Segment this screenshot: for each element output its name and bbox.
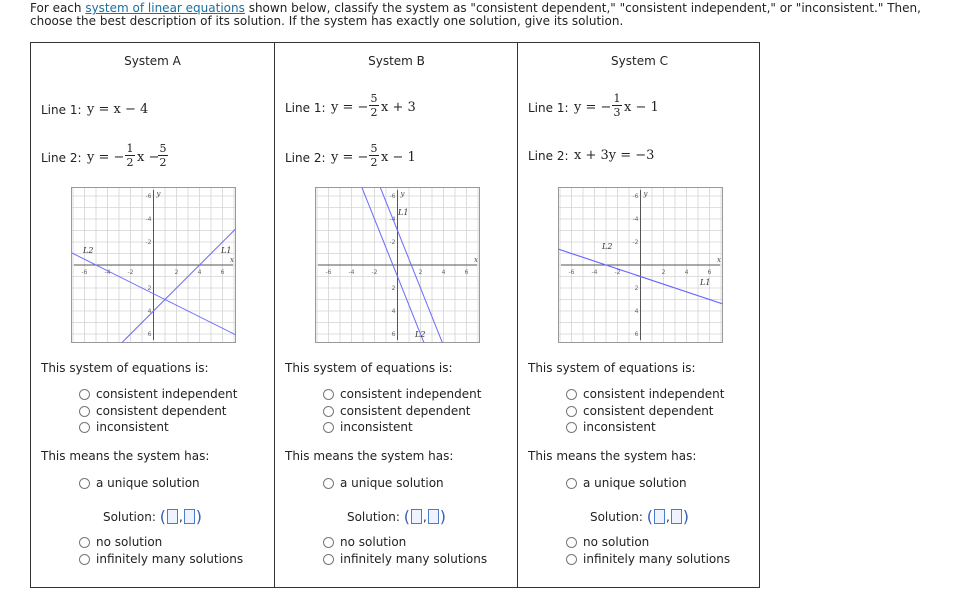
system-a-column: System A Line 1: y = x − 4 Line 2: y = − 1 2 x − 5 2 -6 6 -4 4 -2 2 2 -2 4 -4 6 -6 x y L2 L1 This system of equations is: consistent independent consistent dependent inconsistent This means the system has: a unique solution Solution: ( , ) no solution infinitely many solutions bbox=[31, 43, 274, 587]
y-tick-label: -4 bbox=[632, 216, 639, 223]
x-tick-label: 6 bbox=[220, 269, 225, 276]
y-tick-label: 6 bbox=[634, 331, 639, 338]
radio-button[interactable] bbox=[566, 554, 577, 565]
solution-x-input[interactable] bbox=[654, 509, 665, 524]
radio-button[interactable] bbox=[323, 422, 334, 433]
line-label: L1 bbox=[398, 208, 409, 217]
solution-y-input[interactable] bbox=[671, 509, 682, 524]
system-title: System C bbox=[611, 54, 668, 68]
x-axis-symbol: x bbox=[230, 256, 234, 264]
y-tick-label: 4 bbox=[391, 308, 396, 315]
radio-button[interactable] bbox=[566, 478, 577, 489]
classify-prompt: This system of equations is: bbox=[528, 361, 696, 375]
radio-button[interactable] bbox=[566, 389, 577, 400]
radio-button[interactable] bbox=[323, 478, 334, 489]
glossary-link[interactable]: system of linear equations bbox=[85, 1, 245, 15]
x-tick-label: 4 bbox=[441, 269, 446, 276]
system-title: System B bbox=[368, 54, 425, 68]
radio-button[interactable] bbox=[323, 537, 334, 548]
x-tick-label: 4 bbox=[684, 269, 689, 276]
y-tick-label: -6 bbox=[145, 193, 152, 200]
y-tick-label: -2 bbox=[145, 239, 152, 246]
system-c-column: System C Line 1: y = − 1 3 x − 1 Line 2: x + 3y = −3 -6 6 -4 4 -2 2 2 -2 4 -4 6 -6 x y L2 L1 This system of equations is: consistent independent consistent dependent inconsistent This means the system has: a unique solution Solution: ( , ) no solution infinitely many solutions bbox=[517, 43, 761, 587]
x-tick-label: -6 bbox=[81, 269, 88, 276]
means-prompt: This means the system has: bbox=[528, 449, 697, 463]
x-tick-label: -2 bbox=[127, 269, 134, 276]
x-tick-label: -2 bbox=[371, 269, 378, 276]
solution-row: Solution: ( , ) bbox=[346, 507, 447, 526]
x-tick-label: 4 bbox=[197, 269, 202, 276]
x-tick-label: 2 bbox=[661, 269, 666, 276]
x-tick-label: -4 bbox=[591, 269, 598, 276]
x-tick-label: -6 bbox=[325, 269, 332, 276]
y-tick-label: -6 bbox=[632, 193, 639, 200]
y-tick-label: 4 bbox=[147, 308, 152, 315]
y-tick-label: 4 bbox=[634, 308, 639, 315]
radio-button[interactable] bbox=[323, 389, 334, 400]
instructions: For each system of linear equations shown below, classify the system as "consistent dependent," "consistent independent," or "inconsistent." Then, choose the best description of its solution. If the system has exactly one solution, give its solution. bbox=[30, 1, 921, 28]
radio-button[interactable] bbox=[79, 554, 90, 565]
solution-x-input[interactable] bbox=[411, 509, 422, 524]
radio-button[interactable] bbox=[79, 422, 90, 433]
x-tick-label: 2 bbox=[418, 269, 423, 276]
y-axis-symbol: y bbox=[156, 190, 161, 198]
system-title: System A bbox=[124, 54, 181, 68]
radio-button[interactable] bbox=[79, 389, 90, 400]
radio-button[interactable] bbox=[566, 537, 577, 548]
systems-table bbox=[30, 42, 760, 588]
x-tick-label: 2 bbox=[174, 269, 179, 276]
y-axis-symbol: y bbox=[643, 190, 648, 198]
line-label: L1 bbox=[700, 278, 711, 287]
solution-y-input[interactable] bbox=[184, 509, 195, 524]
x-tick-label: 6 bbox=[707, 269, 712, 276]
graph-system-b[interactable] bbox=[315, 187, 480, 343]
y-tick-label: -6 bbox=[389, 193, 396, 200]
system-b-column: System B Line 1: y = − 5 2 x + 3 Line 2: y = − 5 2 x − 1 -6 6 -4 4 -2 2 2 -2 4 -4 6 -6 x y L1 L2 This system of equations is: consistent independent consistent dependent inconsistent This means the system has: a unique solution Solution: ( , ) no solution infinitely many solutions bbox=[274, 43, 518, 587]
radio-button[interactable] bbox=[566, 406, 577, 417]
y-tick-label: -2 bbox=[389, 239, 396, 246]
y-tick-label: -2 bbox=[632, 239, 639, 246]
y-tick-label: 2 bbox=[634, 285, 639, 292]
radio-button[interactable] bbox=[323, 554, 334, 565]
radio-button[interactable] bbox=[79, 478, 90, 489]
y-tick-label: 6 bbox=[391, 331, 396, 338]
line-label: L2 bbox=[602, 242, 613, 251]
x-axis-symbol: x bbox=[717, 256, 721, 264]
classify-prompt: This system of equations is: bbox=[41, 361, 209, 375]
line-label: L1 bbox=[221, 246, 232, 255]
solution-x-input[interactable] bbox=[167, 509, 178, 524]
x-tick-label: -4 bbox=[348, 269, 355, 276]
y-tick-label: -4 bbox=[389, 216, 396, 223]
graph-system-a[interactable] bbox=[71, 187, 236, 343]
classify-prompt: This system of equations is: bbox=[285, 361, 453, 375]
y-tick-label: 6 bbox=[147, 331, 152, 338]
graph-system-c[interactable] bbox=[558, 187, 723, 343]
means-prompt: This means the system has: bbox=[41, 449, 210, 463]
x-axis-symbol: x bbox=[474, 256, 478, 264]
radio-button[interactable] bbox=[566, 422, 577, 433]
x-tick-label: -2 bbox=[614, 269, 621, 276]
radio-button[interactable] bbox=[79, 537, 90, 548]
x-tick-label: 6 bbox=[464, 269, 469, 276]
means-prompt: This means the system has: bbox=[285, 449, 454, 463]
radio-button[interactable] bbox=[79, 406, 90, 417]
y-tick-label: 2 bbox=[147, 285, 152, 292]
solution-row: Solution: ( , ) bbox=[102, 507, 203, 526]
solution-row: Solution: ( , ) bbox=[589, 507, 690, 526]
solution-y-input[interactable] bbox=[428, 509, 439, 524]
x-tick-label: -6 bbox=[568, 269, 575, 276]
y-axis-symbol: y bbox=[400, 190, 405, 198]
y-tick-label: 2 bbox=[391, 285, 396, 292]
y-tick-label: -4 bbox=[145, 216, 152, 223]
radio-button[interactable] bbox=[323, 406, 334, 417]
line-label: L2 bbox=[415, 330, 426, 339]
line-label: L2 bbox=[83, 246, 94, 255]
x-tick-label: -4 bbox=[104, 269, 111, 276]
